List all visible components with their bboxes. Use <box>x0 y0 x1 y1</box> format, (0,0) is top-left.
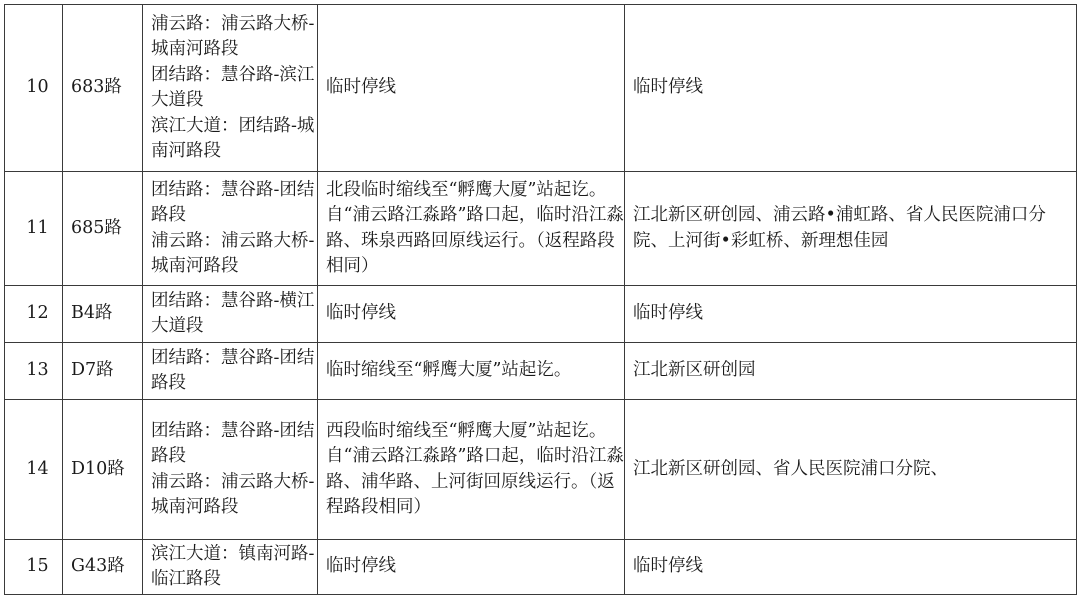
bus-route-adjustment-table <box>4 4 1077 595</box>
row-number: 11 <box>5 172 63 286</box>
route-name: 685路 <box>63 172 143 286</box>
affected-segments <box>143 5 318 172</box>
table-row <box>5 5 1077 172</box>
adjustment-plan: 临时停线 <box>318 540 625 595</box>
suspended-stops: 临时停线 <box>625 5 1077 172</box>
affected-segments <box>143 172 318 286</box>
adjustment-plan: 临时停线 <box>318 286 625 343</box>
route-name: 683路 <box>63 5 143 172</box>
segment-text: 团结路：慧谷路-滨江大道段 <box>151 64 315 110</box>
affected-segments <box>143 400 318 540</box>
suspended-stops: 临时停线 <box>625 540 1077 595</box>
segment-text: 团结路：慧谷路-团结路段 <box>151 347 315 393</box>
suspended-stops: 江北新区研创园、浦云路•浦虹路、省人民医院浦口分院、上河街•彩虹桥、新理想佳园 <box>625 172 1077 286</box>
segment-text: 团结路：慧谷路-横江大道段 <box>151 290 315 336</box>
table-row <box>5 343 1077 400</box>
route-name: D7路 <box>63 343 143 400</box>
adjustment-plan: 临时停线 <box>318 5 625 172</box>
route-name: B4路 <box>63 286 143 343</box>
adjustment-plan: 西段临时缩线至“孵鹰大厦”站起讫。自“浦云路江淼路”路口起，临时沿江淼路、浦华路、上河街回原线运行。（返程路段相同） <box>318 400 625 540</box>
segment-text: 滨江大道：团结路-城南河路段 <box>151 115 315 161</box>
row-number: 13 <box>5 343 63 400</box>
row-number: 12 <box>5 286 63 343</box>
table-row <box>5 286 1077 343</box>
suspended-stops: 临时停线 <box>625 286 1077 343</box>
segment-text: 浦云路：浦云路大桥-城南河路段 <box>151 230 315 276</box>
affected-segments <box>143 343 318 400</box>
suspended-stops: 江北新区研创园 <box>625 343 1077 400</box>
segment-text: 团结路：慧谷路-团结路段 <box>151 420 315 466</box>
route-name: D10路 <box>63 400 143 540</box>
segment-text: 浦云路：浦云路大桥-城南河路段 <box>151 471 315 517</box>
affected-segments <box>143 286 318 343</box>
segment-text: 团结路：慧谷路-团结路段 <box>151 179 315 225</box>
table-row <box>5 400 1077 540</box>
row-number: 10 <box>5 5 63 172</box>
table-row <box>5 172 1077 286</box>
table-row <box>5 540 1077 595</box>
segment-text: 滨江大道：镇南河路-临江路段 <box>151 543 315 589</box>
suspended-stops: 江北新区研创园、省人民医院浦口分院、 <box>625 400 1077 540</box>
row-number: 15 <box>5 540 63 595</box>
segment-text: 浦云路：浦云路大桥-城南河路段 <box>151 13 315 59</box>
affected-segments <box>143 540 318 595</box>
route-name: G43路 <box>63 540 143 595</box>
row-number: 14 <box>5 400 63 540</box>
adjustment-plan: 北段临时缩线至“孵鹰大厦”站起讫。自“浦云路江淼路”路口起，临时沿江淼路、珠泉西路回原线运行。（返程路段相同） <box>318 172 625 286</box>
adjustment-plan: 临时缩线至“孵鹰大厦”站起讫。 <box>318 343 625 400</box>
